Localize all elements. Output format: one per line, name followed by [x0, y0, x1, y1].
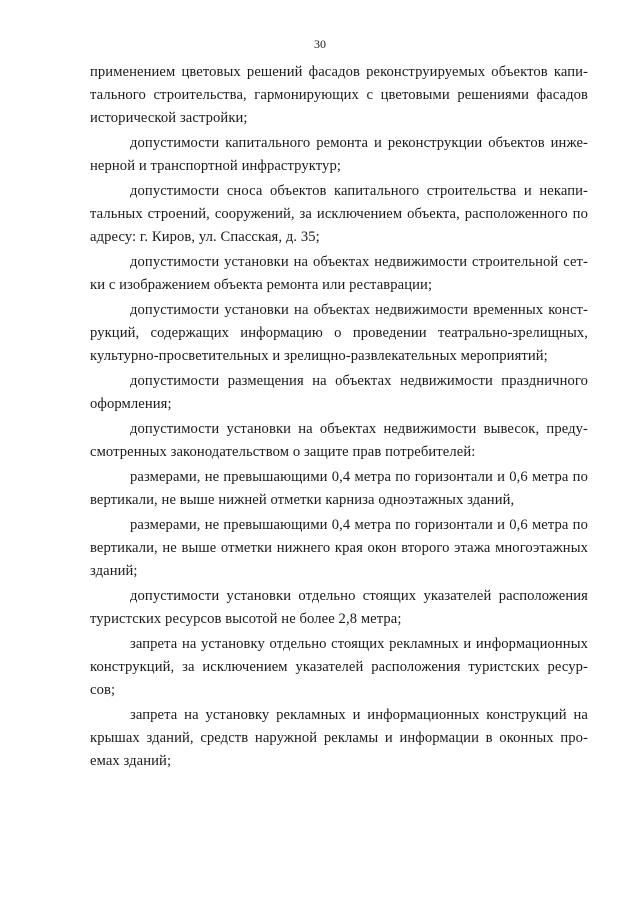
text-line: зданий;	[90, 562, 138, 579]
text-line: запрета на установку рекламных и информационных конструкций на	[130, 707, 588, 724]
text-line: культурно-просветительных и зрелищно-развлекательных мероприятий;	[90, 347, 548, 364]
text-line: тальных строений, сооружений, за исключением объекта, расположенного по	[90, 205, 588, 222]
text-line: адресу: г. Киров, ул. Спасская, д. 35;	[90, 228, 320, 245]
text-line: тального строительства, гармонирующих с цветовыми решениями фасадов	[90, 86, 588, 103]
page-number: 30	[314, 37, 326, 51]
text-line: оформления;	[90, 395, 172, 412]
text-line: запрета на установку отдельно стоящих рекламных и информационных	[130, 636, 588, 653]
text-line: исторической застройки;	[90, 109, 248, 126]
text-line: вертикали, не выше нижней отметки карниза одноэтажных зданий,	[90, 491, 515, 508]
text-line: допустимости сноса объектов капитального строительства и некапи-	[130, 182, 588, 199]
paragraph	[90, 585, 588, 631]
text-line: туристских ресурсов высотой не более 2,8 метра;	[90, 610, 402, 627]
paragraph	[90, 370, 588, 416]
text-line: смотренных законодательством о защите прав потребителей:	[90, 443, 476, 460]
paragraph	[90, 704, 588, 772]
text-line: применением цветовых решений фасадов реконструируемых объектов капи-	[90, 64, 588, 80]
text-line: ки с изображением объекта ремонта или реставрации;	[90, 276, 433, 293]
text-line: допустимости размещения на объектах недвижимости праздничного	[130, 372, 588, 389]
paragraph	[90, 466, 588, 512]
text-line: допустимости установки на объектах недвижимости строительной сет-	[130, 253, 588, 270]
text-line: размерами, не превышающими 0,4 метра по горизонтали и 0,6 метра по	[130, 469, 588, 486]
paragraph	[90, 132, 588, 178]
paragraph	[90, 299, 588, 367]
paragraph	[90, 180, 588, 248]
text-line: допустимости установки на объектах недвижимости временных конст-	[130, 301, 588, 318]
document-body	[90, 61, 588, 772]
paragraph	[90, 251, 588, 297]
text-line: емах зданий;	[90, 752, 172, 769]
paragraph	[90, 418, 588, 464]
text-line: сов;	[90, 681, 116, 698]
paragraph	[90, 61, 588, 129]
text-line: конструкций, за исключением указателей расположения туристских ресур-	[90, 658, 588, 675]
text-line: нерной и транспортной инфраструктур;	[90, 157, 341, 174]
text-line: допустимости капитального ремонта и реконструкции объектов инже-	[130, 134, 588, 151]
paragraph	[90, 633, 588, 701]
text-line: допустимости установки отдельно стоящих указателей расположения	[130, 588, 588, 605]
text-line: допустимости установки на объектах недвижимости вывесок, преду-	[130, 420, 588, 437]
text-line: вертикали, не выше отметки нижнего края окон второго этажа многоэтажных	[90, 539, 588, 556]
paragraph	[90, 514, 588, 582]
text-line: размерами, не превышающими 0,4 метра по горизонтали и 0,6 метра по	[130, 517, 588, 534]
text-line: рукций, содержащих информацию о проведении театрально-зрелищных,	[90, 324, 588, 341]
text-line: крышах зданий, средств наружной рекламы и информации в оконных про-	[90, 729, 588, 746]
